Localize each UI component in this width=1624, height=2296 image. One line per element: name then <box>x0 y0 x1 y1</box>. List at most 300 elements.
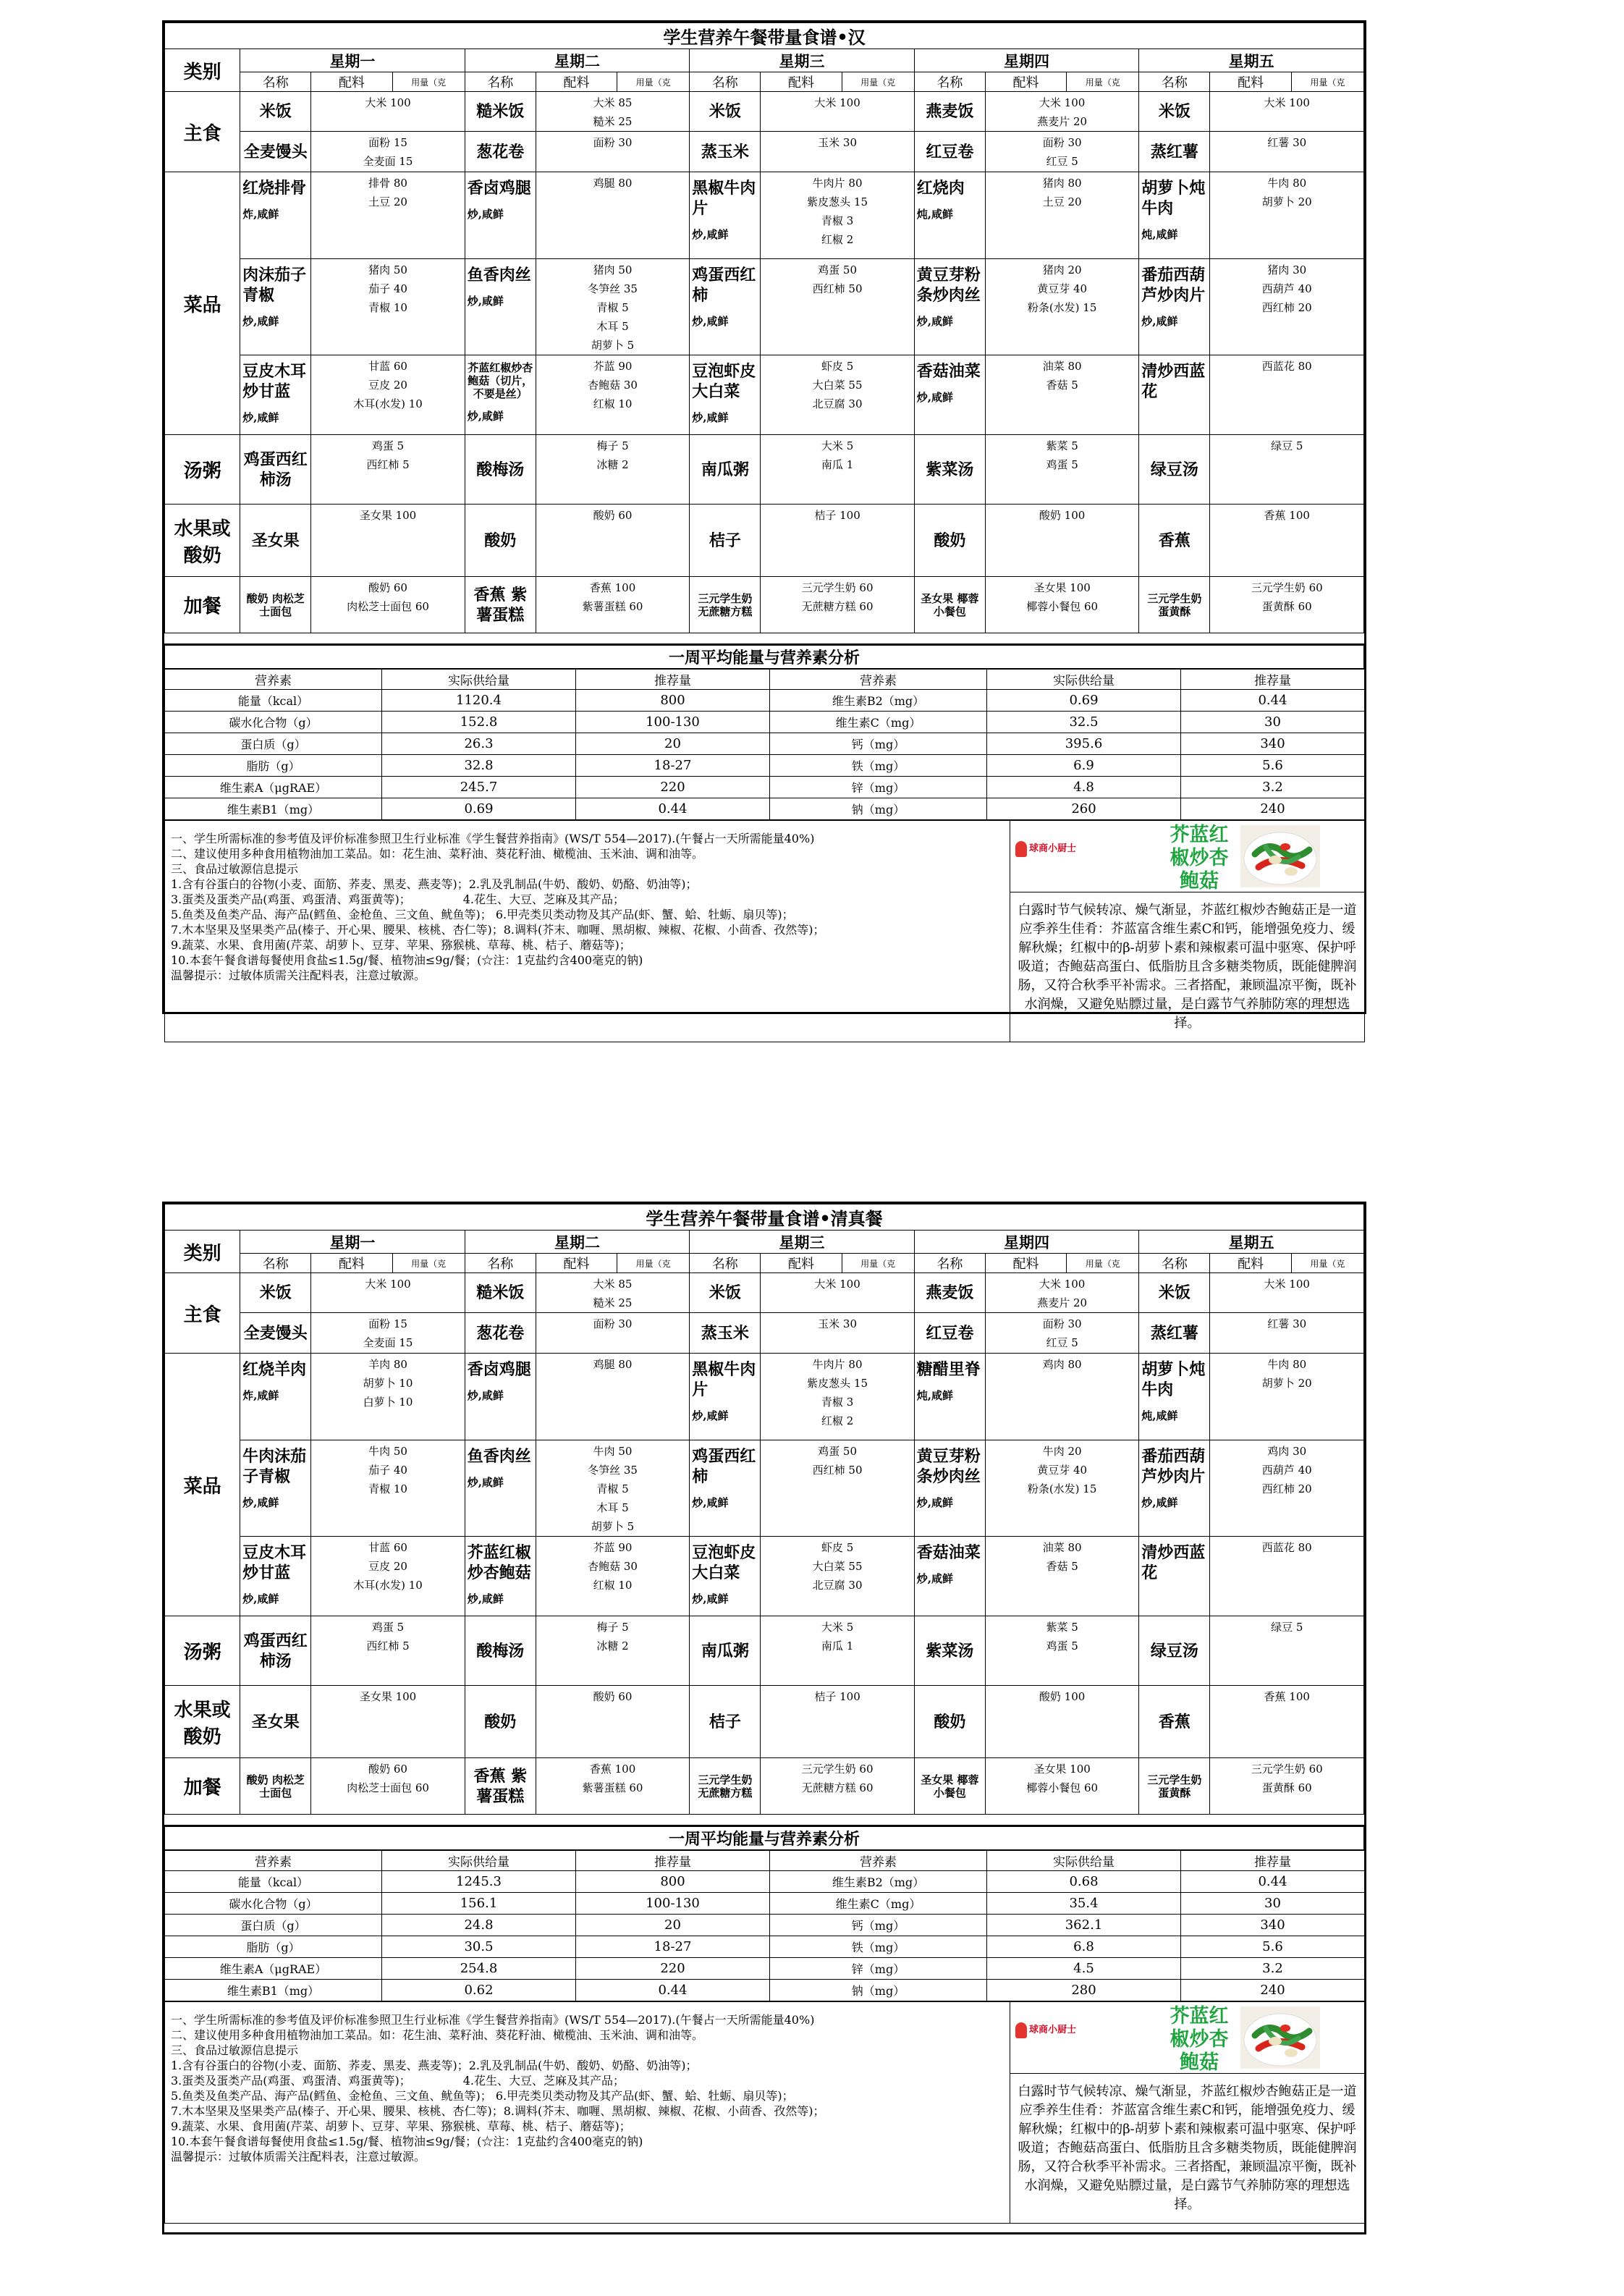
dish-name: 香菇油菜 <box>916 1543 981 1562</box>
category-fruit: 水果或酸奶 <box>165 1686 240 1758</box>
dish-name: 绿豆汤 <box>1150 460 1198 479</box>
dish-cell <box>690 1313 761 1354</box>
cooking-method: 炒,咸鲜 <box>467 1476 504 1489</box>
brand-logo <box>1015 2018 1077 2043</box>
nutrient-cell: 0.44 <box>576 1980 770 2001</box>
nutrient-cell: 24.8 <box>382 1915 576 1936</box>
ingredient-list: 面粉 30 <box>536 1313 689 1354</box>
ingredient-list: 大米 100 燕麦片 20 <box>985 1273 1138 1313</box>
nutrient-cell: 32.5 <box>987 712 1181 733</box>
ingredient-list: 面粉 30 红豆 5 <box>985 1313 1138 1354</box>
dish-cell <box>1139 92 1210 132</box>
cooking-method: 炒,咸鲜 <box>1141 315 1178 328</box>
ingredient-list: 牛肉 80 胡萝卜 20 <box>1210 172 1364 259</box>
dish-cell <box>465 577 536 633</box>
cooking-method: 炒,咸鲜 <box>692 1496 729 1509</box>
col-ingredients-header: 配料 <box>985 72 1066 92</box>
ingredient-list: 虾皮 5 大白菜 55 北豆腐 30 <box>761 355 914 435</box>
nutrient-cell: 0.69 <box>382 798 576 820</box>
dish-name: 糙米饭 <box>476 1283 525 1302</box>
cooking-method: 炒,咸鲜 <box>242 411 279 424</box>
nutrient-cell: 1120.4 <box>382 690 576 712</box>
dish-name: 蒸红薯 <box>1150 1323 1198 1343</box>
dish-name: 酸奶 <box>934 531 966 550</box>
menu-title: 学生营养午餐带量食谱•汉 <box>165 23 1364 49</box>
nutrient-cell: 340 <box>1181 733 1365 755</box>
dish-name: 紫菜汤 <box>926 460 974 479</box>
category-soup: 汤粥 <box>165 1616 240 1686</box>
dish-name: 鸡蛋西红柿 <box>692 1447 756 1486</box>
col-name-header: 名称 <box>914 72 985 92</box>
ingredient-list: 三元学生奶 60 蛋黄酥 60 <box>1210 1758 1364 1815</box>
dish-cell <box>240 172 311 259</box>
ingredient-list: 香蕉 100 <box>1210 1686 1364 1758</box>
ingredient-list: 油菜 80 香菇 5 <box>985 355 1138 435</box>
dish-name: 桔子 <box>709 1712 741 1731</box>
ingredient-list: 猪肉 20 黄豆芽 40 粉条(水发) 15 <box>985 259 1138 355</box>
dish-cell <box>1139 1686 1210 1758</box>
dish-cell <box>240 1354 311 1440</box>
dish-name: 米饭 <box>1158 102 1190 121</box>
dish-cell <box>465 1354 536 1440</box>
ingredient-list: 油菜 80 香菇 5 <box>985 1537 1138 1616</box>
dish-cell <box>914 1758 985 1815</box>
col-qty-header: 用量（克 <box>1067 1254 1139 1273</box>
col-ingredients-header: 配料 <box>536 72 617 92</box>
dish-name: 鱼香肉丝 <box>467 1447 531 1466</box>
ingredient-list: 牛肉片 80 紫皮葱头 15 青椒 3 红椒 2 <box>761 172 914 259</box>
dish-name: 紫菜汤 <box>926 1641 974 1660</box>
ingredient-list: 面粉 15 全麦面 15 <box>311 1313 465 1354</box>
dish-name: 芥蓝红椒炒杏鲍菇（切片，不要是丝） <box>468 361 533 400</box>
col-ingredients-header: 配料 <box>536 1254 617 1273</box>
logo-text: 球商小厨士 <box>1028 843 1076 854</box>
nutrient-header: 实际供给量 <box>987 670 1181 690</box>
day-header: 星期一 <box>240 49 465 72</box>
dish-cell <box>690 172 761 259</box>
dish-name: 葱花卷 <box>476 142 525 161</box>
ingredient-list: 圣女果 100 椰蓉小餐包 60 <box>985 1758 1138 1815</box>
nutrient-cell: 能量（kcal） <box>165 1871 382 1893</box>
day-header: 星期三 <box>690 49 915 72</box>
dish-cell <box>690 259 761 355</box>
nutrient-header: 推荐量 <box>1181 670 1365 690</box>
dish-name: 全麦馒头 <box>243 142 308 161</box>
dish-name: 米饭 <box>1158 1283 1190 1302</box>
dish-name: 豆泡虾皮大白菜 <box>692 362 756 401</box>
nutrient-cell: 碳水化合物（g） <box>165 712 382 733</box>
nutrient-cell: 脂肪（g） <box>165 1936 382 1958</box>
dish-name: 糙米饭 <box>476 102 525 121</box>
dish-cell <box>240 1616 311 1686</box>
dish-name: 黄豆芽粉条炒肉丝 <box>916 1447 981 1486</box>
col-ingredients-header: 配料 <box>1210 72 1291 92</box>
dish-name: 桔子 <box>709 531 741 550</box>
dish-cell <box>1139 1616 1210 1686</box>
dish-name: 蒸红薯 <box>1150 142 1198 161</box>
dish-cell <box>1139 1354 1210 1440</box>
nutrient-cell: 254.8 <box>382 1958 576 1980</box>
day-header: 星期四 <box>914 49 1139 72</box>
dish-cell <box>690 132 761 172</box>
feature-description: 白露时节气候转凉、燥气渐显，芥蓝红椒炒杏鲍菇正是一道应季养生佳肴：芥蓝富含维生素C和钙，能增强免疫力、缓解秋燥；红椒中的β-胡萝卜素和辣椒素可温中驱寒、保护呼吸道；杏鲍菇高蛋白、低脂肪且含多糖类物质，既能健脾润肠，又符合秋季平补需求。三者搭配，兼顾温凉平衡，既补水润燥，又避免贴膘过量，是白露节气养肺防寒的理想选择。 <box>1018 903 1357 1031</box>
dish-photo-icon <box>1240 825 1320 887</box>
ingredient-list: 酸奶 60 肉松芝士面包 60 <box>311 577 465 633</box>
ingredient-list: 鸡腿 80 <box>536 1354 689 1440</box>
ingredient-list: 酸奶 100 <box>985 505 1138 577</box>
ingredient-list: 酸奶 100 <box>985 1686 1138 1758</box>
ingredient-list: 大米 100 <box>311 92 465 132</box>
dish-cell <box>465 1758 536 1815</box>
ingredient-list: 羊肉 80 胡萝卜 10 白萝卜 10 <box>311 1354 465 1440</box>
dish-name: 红烧肉 <box>916 179 965 198</box>
dish-name: 香蕉 <box>1158 1712 1190 1731</box>
dish-name: 鸡蛋西红柿汤 <box>243 450 308 489</box>
nutrient-cell: 维生素B1（mg） <box>165 798 382 820</box>
cooking-method: 炖,咸鲜 <box>1141 1409 1178 1422</box>
category-header: 类别 <box>165 49 240 92</box>
dish-cell <box>914 1273 985 1313</box>
dish-name: 鱼香肉丝 <box>467 266 531 284</box>
cooking-method: 炒,咸鲜 <box>467 1592 504 1605</box>
dish-cell <box>240 92 311 132</box>
cooking-method: 炒,咸鲜 <box>692 1409 729 1422</box>
dish-cell <box>690 1537 761 1616</box>
nutrient-cell: 钙（mg） <box>770 1915 987 1936</box>
col-qty-header: 用量（克 <box>842 72 914 92</box>
dish-name: 米饭 <box>259 1283 292 1302</box>
dish-cell <box>240 1686 311 1758</box>
ingredient-list: 酸奶 60 肉松芝士面包 60 <box>311 1758 465 1815</box>
ingredient-list: 牛肉 80 胡萝卜 20 <box>1210 1354 1364 1440</box>
nutrient-cell: 4.8 <box>987 777 1181 798</box>
cooking-method: 炒,咸鲜 <box>916 315 953 328</box>
cooking-method: 炸,咸鲜 <box>242 208 279 221</box>
nutrient-cell: 维生素A（μgRAE） <box>165 777 382 798</box>
col-name-header: 名称 <box>240 72 311 92</box>
nutrient-cell: 362.1 <box>987 1915 1181 1936</box>
ingredient-list: 鸡蛋 5 西红柿 5 <box>311 1616 465 1686</box>
notes: 一、学生所需标准的参考值及评价标准参照卫生行业标准《学生餐营养指南》(WS/T 554—2017).(午餐占一天所需能量40%) 二、建议使用多种食用植物油加工菜品。如：花生油、菜籽油、葵花籽油、橄榄油、玉米油、调和油等。 三、食品过敏源信息提示 1.含有谷蛋白的谷物(小麦、面筋、荞麦、黑麦、燕麦等)；2.乳及乳制品(牛奶、酸奶、奶酪、奶油等)； 3.蛋类及蛋类产品(鸡蛋、鸡蛋清、鸡蛋黄等)； 4.花生、大豆、芝麻及其产品； 5.鱼类及鱼类产品、海产品(鳕鱼、金枪鱼、三文鱼、鱿鱼等)； 6.甲壳类贝类动物及其产品(虾、蟹、蛤、牡蛎、扇贝等)； 7.木本坚果及坚果类产品(榛子、开心果、腰果、核桃、杏仁等)；8.调料(芥末、咖喱、黑胡椒、辣椒、花椒、小茴香、孜然等)； 9.蔬菜、水果、食用菌(芹菜、胡萝卜、豆芽、苹果、猕猴桃、草莓、桃、桔子、蘑菇等)； 10.本套午餐食谱每餐使用食盐≤1.5g/餐、植物油≤9g/餐；(☆注：1克盐约含400毫克的钠) 温馨提示：过敏体质需关注配料表，注意过敏源。 <box>165 2002 1010 2224</box>
dish-cell <box>240 1440 311 1537</box>
dish-cell <box>914 505 985 577</box>
nutrient-cell: 220 <box>576 1958 770 1980</box>
col-name-header: 名称 <box>465 72 536 92</box>
dish-cell <box>1139 1758 1210 1815</box>
cooking-method: 炒,咸鲜 <box>692 228 729 241</box>
cooking-method: 炒,咸鲜 <box>242 1496 279 1509</box>
category-dish: 菜品 <box>165 172 240 435</box>
day-header: 星期一 <box>240 1231 465 1254</box>
ingredient-list: 大米 100 <box>761 1273 914 1313</box>
dish-cell <box>1139 1440 1210 1537</box>
dish-cell <box>914 1354 985 1440</box>
day-header: 星期五 <box>1139 49 1364 72</box>
dish-cell <box>914 1616 985 1686</box>
cooking-method: 炒,咸鲜 <box>467 295 504 308</box>
nutrient-cell: 钠（mg） <box>770 1980 987 2001</box>
nutrient-cell: 340 <box>1181 1915 1365 1936</box>
dish-name: 红豆卷 <box>926 1323 974 1343</box>
nutrient-cell: 能量（kcal） <box>165 690 382 712</box>
ingredient-list: 玉米 30 <box>761 1313 914 1354</box>
nutrient-cell: 0.44 <box>1181 1871 1365 1893</box>
feature-description: 白露时节气候转凉、燥气渐显，芥蓝红椒炒杏鲍菇正是一道应季养生佳肴：芥蓝富含维生素C和钙，能增强免疫力、缓解秋燥；红椒中的β-胡萝卜素和辣椒素可温中驱寒、保护呼吸道；杏鲍菇高蛋白、低脂肪且含多糖类物质，既能健脾润肠，又符合秋季平补需求。三者搭配，兼顾温凉平衡，既补水润燥，又避免贴膘过量，是白露节气养肺防寒的理想选择。 <box>1018 2084 1357 2212</box>
category-staple: 主食 <box>165 92 240 172</box>
dish-cell <box>914 1313 985 1354</box>
dish-name: 葱花卷 <box>476 1323 525 1343</box>
cooking-method: 炒,咸鲜 <box>916 1496 953 1509</box>
col-name-header: 名称 <box>914 1254 985 1273</box>
nutrient-cell: 0.44 <box>576 798 770 820</box>
ingredient-list: 桔子 100 <box>761 1686 914 1758</box>
ingredient-list: 芥蓝 90 杏鲍菇 30 红椒 10 <box>536 1537 689 1616</box>
category-header: 类别 <box>165 1231 240 1273</box>
col-name-header: 名称 <box>690 72 761 92</box>
dish-name: 芥蓝红椒炒杏鲍菇 <box>467 1543 531 1582</box>
dish-cell <box>240 259 311 355</box>
cooking-method: 炒,咸鲜 <box>467 1389 504 1402</box>
dish-cell <box>240 132 311 172</box>
feature-dish-name: 芥蓝红椒炒杏鲍菇 <box>1170 824 1229 892</box>
cooking-method: 炸,咸鲜 <box>242 1389 279 1402</box>
nutrient-header: 营养素 <box>165 1851 382 1871</box>
ingredient-list: 鸡蛋 50 西红柿 50 <box>761 1440 914 1537</box>
category-staple: 主食 <box>165 1273 240 1354</box>
chef-icon <box>1015 841 1027 857</box>
dish-name: 香卤鸡腿 <box>467 1360 531 1379</box>
ingredient-list: 桔子 100 <box>761 505 914 577</box>
nutrient-cell: 3.2 <box>1181 777 1365 798</box>
dish-name: 燕麦饭 <box>926 102 974 121</box>
nutrient-cell: 800 <box>576 1871 770 1893</box>
ingredient-list: 牛肉 50 茄子 40 青椒 10 <box>311 1440 465 1537</box>
nutrient-cell: 6.9 <box>987 755 1181 777</box>
dish-name: 米饭 <box>709 102 741 121</box>
dish-cell <box>1139 577 1210 633</box>
ingredient-list: 绿豆 5 <box>1210 1616 1364 1686</box>
nutrient-cell: 220 <box>576 777 770 798</box>
ingredient-list: 甘蓝 60 豆皮 20 木耳(水发) 10 <box>311 1537 465 1616</box>
dish-cell <box>465 355 536 435</box>
dish-cell <box>1139 1273 1210 1313</box>
dish-cell <box>1139 435 1210 505</box>
nutrient-cell: 蛋白质（g） <box>165 1915 382 1936</box>
category-extra: 加餐 <box>165 577 240 633</box>
ingredient-list: 大米 100 <box>311 1273 465 1313</box>
dish-name: 酸奶 肉松芝士面包 <box>246 591 305 618</box>
col-name-header: 名称 <box>240 1254 311 1273</box>
nutrient-cell: 4.5 <box>987 1958 1181 1980</box>
dish-name: 燕麦饭 <box>926 1283 974 1302</box>
dish-name: 胡萝卜炖牛肉 <box>1141 1360 1206 1399</box>
dish-cell <box>1139 259 1210 355</box>
cooking-method: 炒,咸鲜 <box>692 315 729 328</box>
nutrient-header: 推荐量 <box>576 1851 770 1871</box>
dish-cell <box>690 435 761 505</box>
dish-name: 番茄西葫芦炒肉片 <box>1141 1447 1206 1486</box>
col-qty-header: 用量（克 <box>1291 72 1363 92</box>
ingredient-list: 三元学生奶 60 蛋黄酥 60 <box>1210 577 1364 633</box>
ingredient-list: 圣女果 100 <box>311 1686 465 1758</box>
nutrient-cell: 3.2 <box>1181 1958 1365 1980</box>
nutrient-cell: 20 <box>576 1915 770 1936</box>
dish-name: 米饭 <box>259 102 292 121</box>
ingredient-list: 牛肉片 80 紫皮葱头 15 青椒 3 红椒 2 <box>761 1354 914 1440</box>
dish-cell <box>465 1273 536 1313</box>
col-ingredients-header: 配料 <box>311 1254 392 1273</box>
dish-name: 香蕉 紫薯蛋糕 <box>473 1766 528 1806</box>
nutrient-cell: 245.7 <box>382 777 576 798</box>
ingredient-list: 西蓝花 80 <box>1210 355 1364 435</box>
col-name-header: 名称 <box>465 1254 536 1273</box>
ingredient-list: 大米 85 糙米 25 <box>536 92 689 132</box>
dish-name: 豆泡虾皮大白菜 <box>692 1543 756 1582</box>
ingredient-list: 香蕉 100 紫薯蛋糕 60 <box>536 1758 689 1815</box>
ingredient-list: 虾皮 5 大白菜 55 北豆腐 30 <box>761 1537 914 1616</box>
notes: 一、学生所需标准的参考值及评价标准参照卫生行业标准《学生餐营养指南》(WS/T 554—2017).(午餐占一天所需能量40%) 二、建议使用多种食用植物油加工菜品。如：花生油、菜籽油、葵花籽油、橄榄油、玉米油、调和油等。 三、食品过敏源信息提示 1.含有谷蛋白的谷物(小麦、面筋、荞麦、黑麦、燕麦等)；2.乳及乳制品(牛奶、酸奶、奶酪、奶油等)； 3.蛋类及蛋类产品(鸡蛋、鸡蛋清、鸡蛋黄等)； 4.花生、大豆、芝麻及其产品； 5.鱼类及鱼类产品、海产品(鳕鱼、金枪鱼、三文鱼、鱿鱼等)； 6.甲壳类贝类动物及其产品(虾、蟹、蛤、牡蛎、扇贝等)； 7.木本坚果及坚果类产品(榛子、开心果、腰果、核桃、杏仁等)；8.调料(芥末、咖喱、黑胡椒、辣椒、花椒、小茴香、孜然等)； 9.蔬菜、水果、食用菌(芹菜、胡萝卜、豆芽、苹果、猕猴桃、草莓、桃、桔子、蘑菇等)； 10.本套午餐食谱每餐使用食盐≤1.5g/餐、植物油≤9g/餐；(☆注：1克盐约含400毫克的钠) 温馨提示：过敏体质需关注配料表，注意过敏源。 <box>165 821 1010 1042</box>
dish-cell <box>465 132 536 172</box>
dish-cell <box>240 435 311 505</box>
logo-text: 球商小厨士 <box>1028 2025 1076 2035</box>
nutrient-cell: 0.44 <box>1181 690 1365 712</box>
ingredient-list: 大米 5 南瓜 1 <box>761 435 914 505</box>
ingredient-list: 鸡肉 30 西葫芦 40 西红柿 20 <box>1210 1440 1364 1537</box>
nutrient-cell: 30 <box>1181 712 1365 733</box>
ingredient-list: 鸡肉 80 <box>985 1354 1138 1440</box>
ingredient-list: 猪肉 50 茄子 40 青椒 10 <box>311 259 465 355</box>
dish-cell <box>914 435 985 505</box>
nutrient-cell: 铁（mg） <box>770 755 987 777</box>
day-header: 星期二 <box>465 1231 690 1254</box>
category-soup: 汤粥 <box>165 435 240 505</box>
dish-name: 酸奶 <box>484 1712 517 1731</box>
ingredient-list: 紫菜 5 鸡蛋 5 <box>985 435 1138 505</box>
ingredient-list: 酸奶 60 <box>536 1686 689 1758</box>
nutrient-cell: 0.62 <box>382 1980 576 2001</box>
dish-cell <box>690 355 761 435</box>
dish-cell <box>240 577 311 633</box>
dish-cell <box>690 577 761 633</box>
dish-cell <box>690 1758 761 1815</box>
ingredient-list: 红薯 30 <box>1210 1313 1364 1354</box>
menu-title: 学生营养午餐带量食谱•清真餐 <box>165 1204 1364 1231</box>
dish-name: 糖醋里脊 <box>916 1360 981 1379</box>
dish-name: 豆皮木耳炒甘蓝 <box>242 362 307 401</box>
dish-cell <box>690 1686 761 1758</box>
dish-cell <box>1139 1537 1210 1616</box>
summary-title: 一周平均能量与营养素分析 <box>165 645 1364 669</box>
cooking-method: 炖,咸鲜 <box>1141 228 1178 241</box>
dish-cell <box>690 92 761 132</box>
cooking-method: 炒,咸鲜 <box>1141 1496 1178 1509</box>
menu-han <box>162 20 1366 1031</box>
ingredient-list: 鸡蛋 50 西红柿 50 <box>761 259 914 355</box>
nutrient-cell: 锌（mg） <box>770 1958 987 1980</box>
dish-name: 绿豆汤 <box>1150 1641 1198 1660</box>
ingredient-list: 红薯 30 <box>1210 132 1364 172</box>
dish-cell <box>914 1440 985 1537</box>
nutrient-cell: 锌（mg） <box>770 777 987 798</box>
cooking-method: 炒,咸鲜 <box>692 1592 729 1605</box>
dish-cell <box>240 1313 311 1354</box>
ingredient-list: 梅子 5 冰糖 2 <box>536 435 689 505</box>
nutrient-cell: 32.8 <box>382 755 576 777</box>
dish-name: 番茄西葫芦炒肉片 <box>1141 266 1206 305</box>
dish-name: 三元学生奶 蛋黄酥 <box>1147 1773 1202 1799</box>
dish-cell <box>1139 132 1210 172</box>
day-header: 星期五 <box>1139 1231 1364 1254</box>
nutrient-cell: 脂肪（g） <box>165 755 382 777</box>
nutrient-header: 推荐量 <box>1181 1851 1365 1871</box>
ingredient-list: 猪肉 30 西葫芦 40 西红柿 20 <box>1210 259 1364 355</box>
col-qty-header: 用量（克 <box>617 1254 690 1273</box>
dish-cell <box>465 92 536 132</box>
ingredient-list: 大米 100 <box>1210 92 1364 132</box>
col-qty-header: 用量（克 <box>842 1254 914 1273</box>
dish-cell <box>1139 1313 1210 1354</box>
dish-cell <box>465 1440 536 1537</box>
dish-cell <box>914 1537 985 1616</box>
nutrient-header: 推荐量 <box>576 670 770 690</box>
ingredient-list: 排骨 80 土豆 20 <box>311 172 465 259</box>
ingredient-list: 玉米 30 <box>761 132 914 172</box>
ingredient-list: 西蓝花 80 <box>1210 1537 1364 1616</box>
cooking-method: 炒,咸鲜 <box>692 411 729 424</box>
dish-cell <box>465 505 536 577</box>
dish-cell <box>465 1686 536 1758</box>
feature-panel <box>1010 2002 1365 2224</box>
day-header: 星期四 <box>914 1231 1139 1254</box>
col-name-header: 名称 <box>1139 72 1210 92</box>
dish-cell <box>465 435 536 505</box>
ingredient-list: 紫菜 5 鸡蛋 5 <box>985 1616 1138 1686</box>
cooking-method: 炖,咸鲜 <box>916 1389 953 1402</box>
ingredient-list: 芥蓝 90 杏鲍菇 30 红椒 10 <box>536 355 689 435</box>
nutrient-cell: 100-130 <box>576 1893 770 1915</box>
ingredient-list: 三元学生奶 60 无蔗糖方糕 60 <box>761 577 914 633</box>
dish-cell <box>240 1273 311 1313</box>
dish-cell <box>914 132 985 172</box>
feature-dish-name: 芥蓝红椒炒杏鲍菇 <box>1170 2005 1229 2074</box>
nutrient-cell: 维生素B1（mg） <box>165 1980 382 2001</box>
nutrient-cell: 152.8 <box>382 712 576 733</box>
nutrient-cell: 0.68 <box>987 1871 1181 1893</box>
nutrient-cell: 395.6 <box>987 733 1181 755</box>
nutrient-cell: 240 <box>1181 1980 1365 2001</box>
dish-cell <box>465 1616 536 1686</box>
ingredient-list: 圣女果 100 <box>311 505 465 577</box>
dish-name: 鸡蛋西红柿汤 <box>243 1631 308 1671</box>
nutrient-cell: 5.6 <box>1181 1936 1365 1958</box>
dish-cell <box>1139 355 1210 435</box>
dish-name: 香卤鸡腿 <box>467 179 531 198</box>
nutrient-cell: 30 <box>1181 1893 1365 1915</box>
dish-name: 酸梅汤 <box>476 460 525 479</box>
nutrient-cell: 碳水化合物（g） <box>165 1893 382 1915</box>
ingredient-list: 面粉 30 <box>536 132 689 172</box>
dish-name: 清炒西蓝花 <box>1141 362 1206 401</box>
cooking-method: 炖,咸鲜 <box>916 208 953 221</box>
ingredient-list: 鸡蛋 5 西红柿 5 <box>311 435 465 505</box>
dish-name: 红烧羊肉 <box>242 1360 307 1379</box>
nutrient-header: 营养素 <box>165 670 382 690</box>
summary-title: 一周平均能量与营养素分析 <box>165 1826 1364 1850</box>
dish-name: 黑椒牛肉片 <box>692 1360 756 1399</box>
dish-name: 圣女果 椰蓉小餐包 <box>921 1773 979 1799</box>
dish-cell <box>465 1537 536 1616</box>
dish-cell <box>690 1354 761 1440</box>
